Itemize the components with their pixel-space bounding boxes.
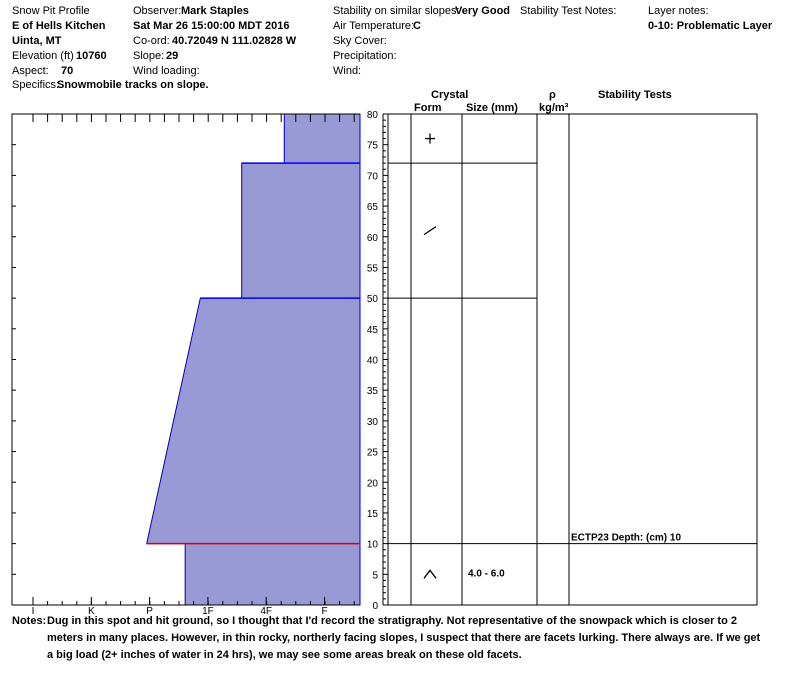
size-header: Size (mm) bbox=[466, 102, 518, 114]
depth-tick-label: 80 bbox=[366, 110, 378, 121]
location: E of Hells Kitchen bbox=[12, 20, 106, 32]
depth-tick-label: 20 bbox=[366, 478, 378, 490]
depth-tick-label: 10 bbox=[366, 539, 378, 551]
depth-tick-label: 55 bbox=[366, 263, 378, 275]
depth-tick-label: 25 bbox=[366, 447, 378, 459]
crystal-header: Crystal bbox=[431, 89, 469, 101]
hardness-profile-area bbox=[147, 114, 360, 605]
depth-tick-label: 0 bbox=[372, 601, 378, 612]
specifics-label: Specifics: bbox=[12, 79, 60, 91]
depth-tick-label: 5 bbox=[372, 570, 378, 582]
depth-tick-label: 65 bbox=[366, 202, 378, 214]
aspect-value: 70 bbox=[61, 65, 74, 77]
crystal-caret-icon bbox=[424, 570, 436, 578]
grain-size-label: 4.0 - 6.0 bbox=[468, 568, 505, 580]
slope-value: 29 bbox=[166, 50, 179, 62]
x-tick-label: K bbox=[87, 606, 95, 617]
stability-notes-label: Stability Test Notes: bbox=[520, 5, 617, 17]
depth-tick-label: 15 bbox=[366, 508, 378, 520]
sky-cover-label: Sky Cover: bbox=[333, 35, 387, 47]
depth-tick-label: 60 bbox=[366, 232, 378, 244]
coord-label: Co-ord: bbox=[133, 35, 170, 47]
slope-label: Slope: bbox=[133, 50, 165, 62]
wind-label: Wind: bbox=[333, 65, 362, 77]
depth-tick-label: 75 bbox=[366, 140, 378, 152]
stability-test-label: ECTP23 Depth: (cm) 10 bbox=[571, 532, 682, 544]
x-tick-label: I bbox=[31, 606, 35, 617]
depth-tick-label: 30 bbox=[366, 416, 378, 428]
x-tick-label: 4F bbox=[260, 606, 273, 617]
wind-loading-label: Wind loading: bbox=[133, 65, 200, 77]
observer-label: Observer: bbox=[133, 5, 182, 17]
form-header: Form bbox=[414, 102, 442, 114]
elevation-label: Elevation (ft) bbox=[12, 50, 74, 62]
x-tick-label: F bbox=[321, 606, 328, 617]
crystal-slash-icon bbox=[424, 227, 436, 235]
x-tick-label: P bbox=[146, 606, 153, 617]
datetime: Sat Mar 26 15:00:00 MDT 2016 bbox=[133, 20, 290, 32]
pit-profile-title: Snow Pit Profile bbox=[12, 5, 90, 17]
layer-note: 0-10: Problematic Layer bbox=[648, 20, 773, 32]
x-tick-label: 1F bbox=[202, 606, 214, 617]
region: Uinta, MT bbox=[12, 35, 62, 47]
notes-label: Notes: bbox=[12, 615, 47, 627]
stability-tests-header: Stability Tests bbox=[598, 89, 672, 101]
crystal-plus-icon bbox=[425, 134, 435, 144]
density-unit-header: kg/m³ bbox=[539, 102, 569, 114]
rho-header: ρ bbox=[549, 89, 556, 101]
depth-tick-label: 40 bbox=[366, 355, 378, 367]
observer-value: Mark Staples bbox=[181, 5, 249, 17]
air-temp-label: Air Temperature: bbox=[333, 20, 415, 32]
specifics-value: Snowmobile tracks on slope. bbox=[57, 79, 209, 91]
depth-tick-label: 35 bbox=[366, 386, 378, 398]
stability-label: Stability on similar slopes: bbox=[333, 5, 460, 17]
notes-text: Dug in this spot and hit ground, so I thought that I'd record the stratigraphy. Not representative of the snowpack which is closer to 2 meters in many places. However, in thin rocky, northerly facing slopes, I suspect that there are facets lurking. There always are. If we get a big load (2+ inches of water in 24 hrs), we may see some areas break on these old facets. bbox=[47, 615, 761, 661]
aspect-label: Aspect: bbox=[12, 65, 49, 77]
depth-tick-label: 70 bbox=[366, 171, 378, 183]
precip-label: Precipitation: bbox=[333, 50, 397, 62]
elevation-value: 10760 bbox=[76, 50, 107, 62]
layer-table-frame bbox=[388, 114, 757, 605]
depth-tick-label: 50 bbox=[366, 294, 378, 306]
layer-notes-label: Layer notes: bbox=[648, 5, 709, 17]
depth-tick-label: 45 bbox=[366, 324, 378, 336]
air-temp-value: C bbox=[413, 20, 421, 32]
stability-value: Very Good bbox=[455, 5, 511, 17]
coord-value: 40.72049 N 111.02828 W bbox=[172, 35, 297, 47]
